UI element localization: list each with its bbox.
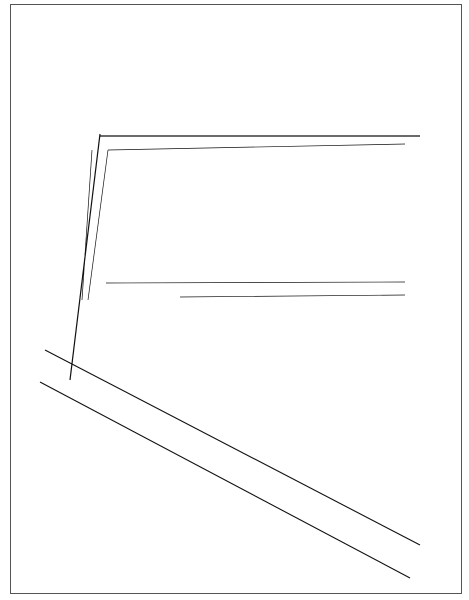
walnut-lane-east: [88, 150, 108, 300]
clarke-south-line: [180, 295, 405, 297]
street-south-line: [108, 144, 405, 150]
union-road-edge: [45, 350, 420, 545]
walnut-lane-inner: [82, 150, 92, 300]
clarke-north-line: [106, 282, 405, 283]
turnpike-road-edge: [40, 382, 410, 578]
